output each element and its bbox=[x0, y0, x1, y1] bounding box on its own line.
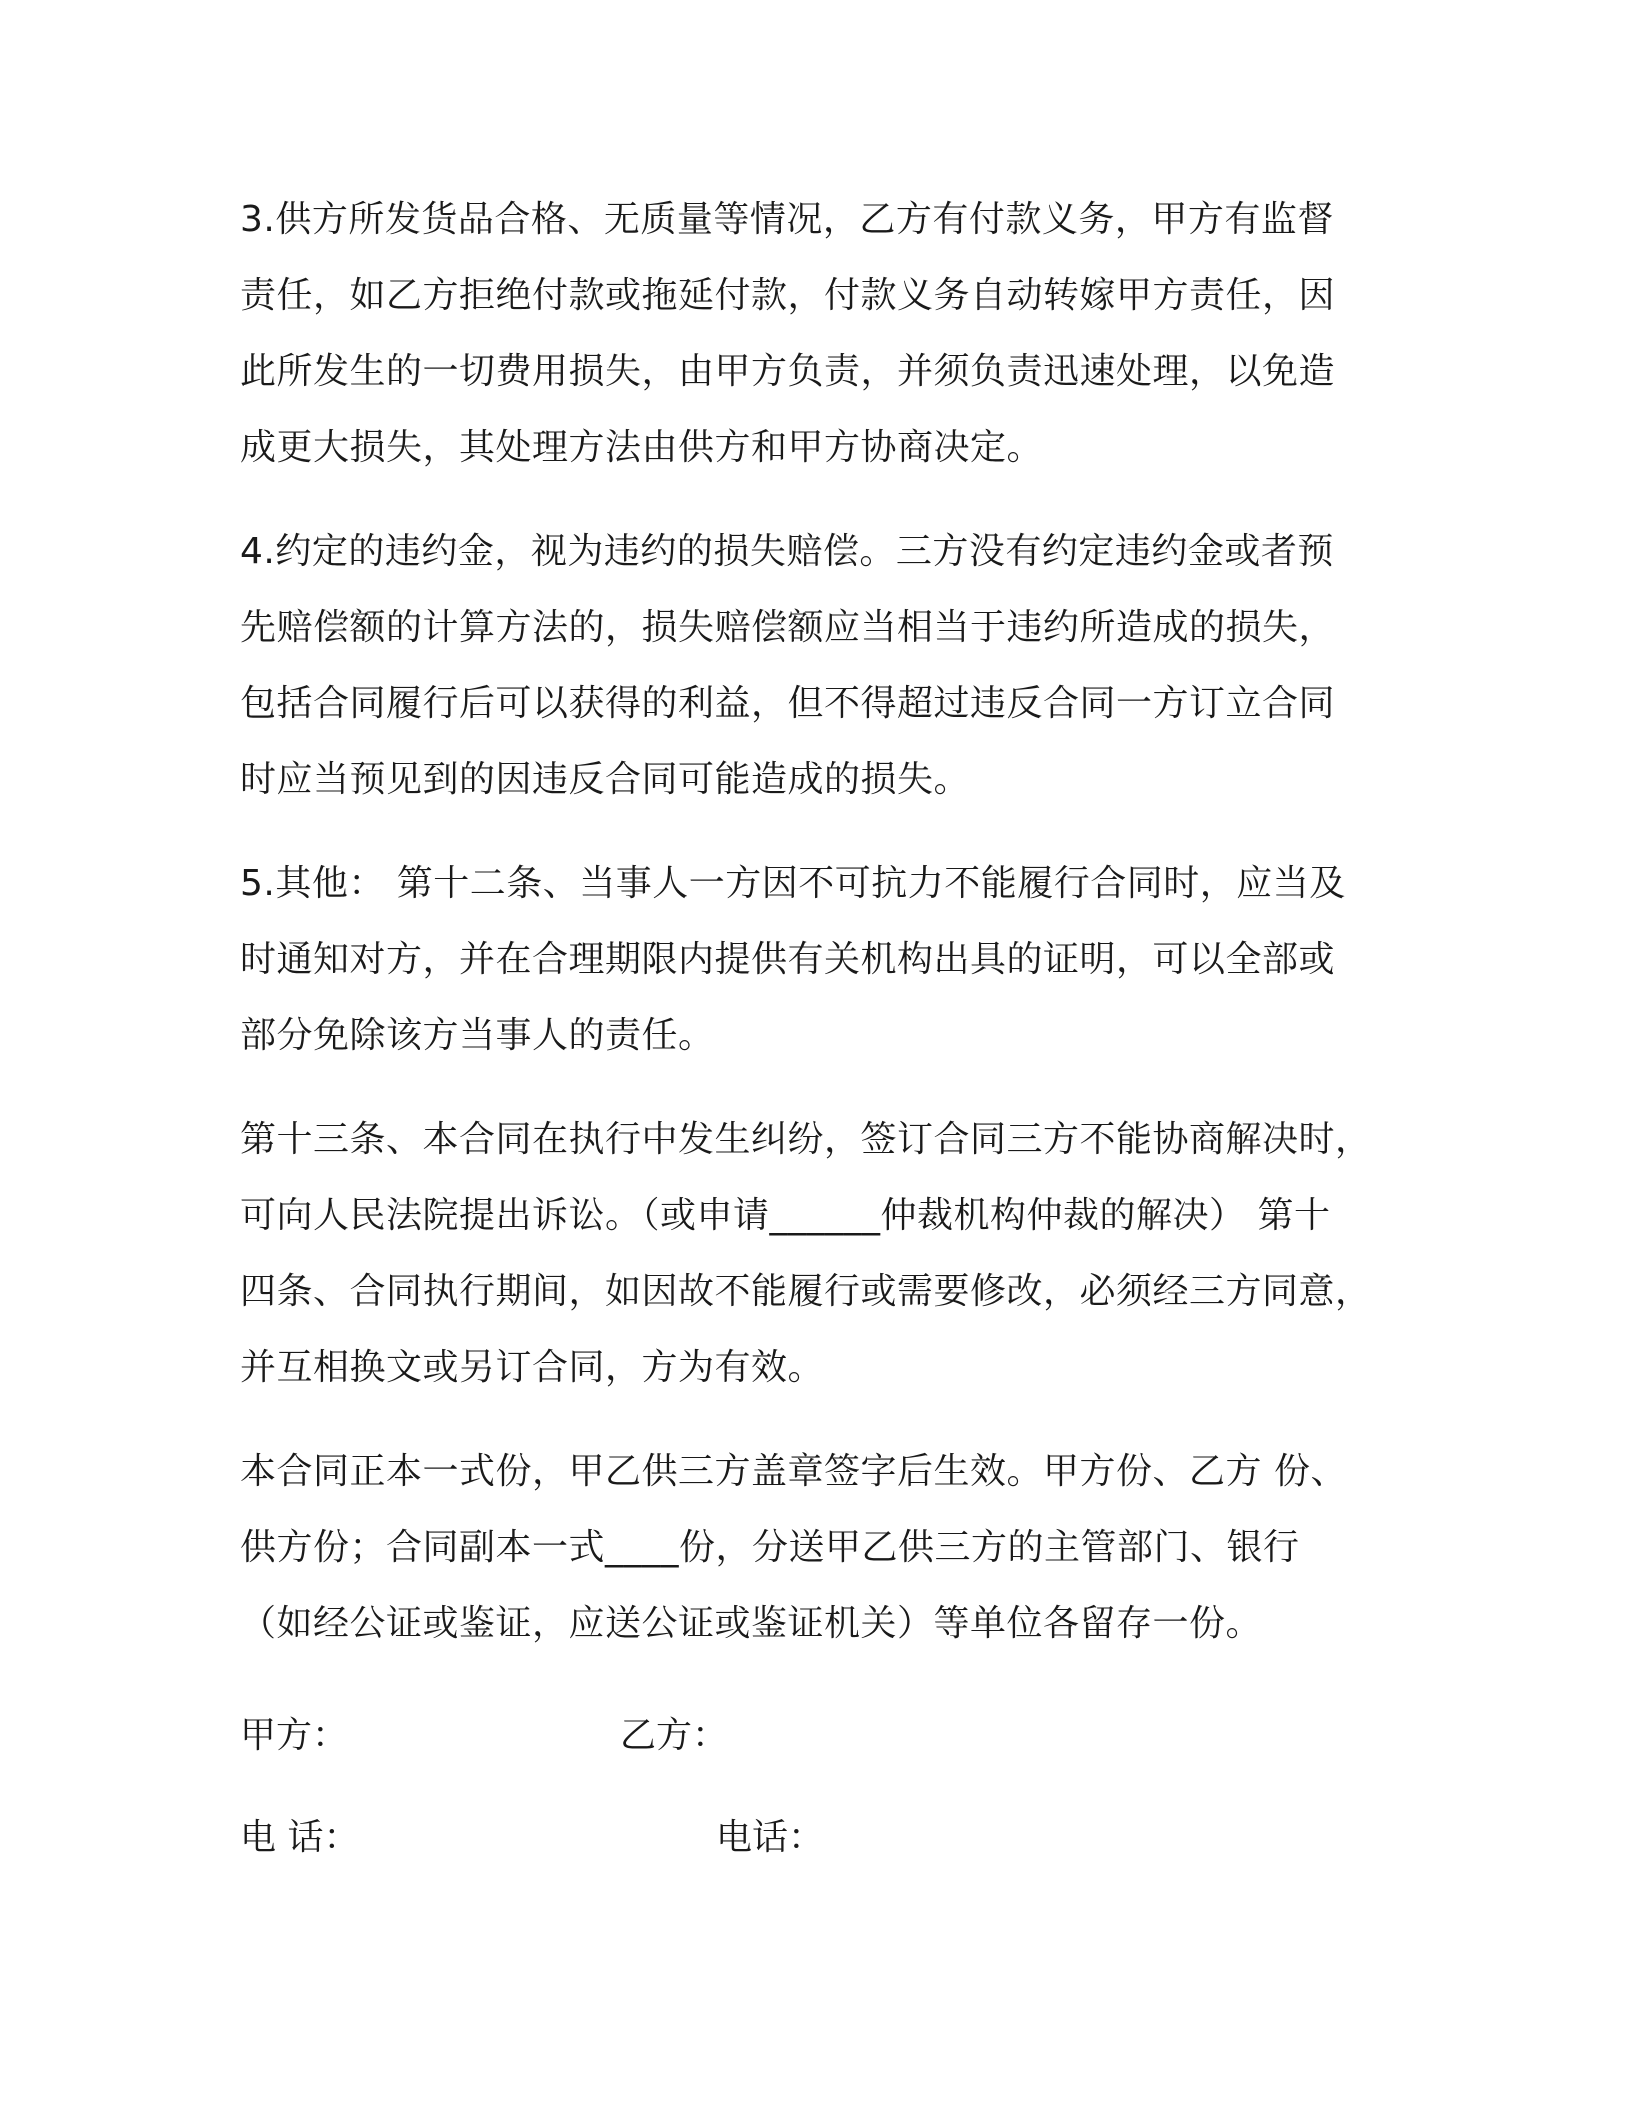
article-13-line-1: 第十三条、本合同在执行中发生纠纷，签订合同三方不能协商解决时， bbox=[240, 1119, 1372, 1160]
phone-b-label: 电话： bbox=[716, 1817, 825, 1858]
copies-line-1: 本合同正本一式份，甲乙供三方盖章签字后生效。甲方份、乙方 份、 bbox=[240, 1451, 1347, 1492]
article-13-line-2: 可向人民法院提出诉讼。（或申请______仲裁机构仲裁的解决） 第十 bbox=[240, 1195, 1331, 1236]
copies-line-2: 供方份；合同副本一式____份，分送甲乙供三方的主管部门、银行 bbox=[240, 1527, 1300, 1568]
party-a-label: 甲方： bbox=[240, 1715, 349, 1756]
clause-5-line-3: 部分免除该方当事人的责任。 bbox=[240, 1015, 715, 1056]
clause-5-line-2: 时通知对方，并在合理期限内提供有关机构出具的证明，可以全部或 bbox=[240, 939, 1336, 980]
clause-4-line-4: 时应当预见到的因违反合同可能造成的损失。 bbox=[240, 759, 971, 800]
clause-3-line-3: 此所发生的一切费用损失，由甲方负责，并须负责迅速处理，以免造 bbox=[240, 351, 1336, 392]
party-b-label: 乙方： bbox=[620, 1715, 729, 1756]
clause-4-line-2: 先赔偿额的计算方法的，损失赔偿额应当相当于违约所造成的损失， bbox=[240, 607, 1336, 648]
clause-5-line-1: 5.其他： 第十二条、当事人一方因不可抗力不能履行合同时，应当及 bbox=[240, 863, 1346, 904]
phone-a-label: 电 话： bbox=[240, 1817, 360, 1858]
clause-4-line-3: 包括合同履行后可以获得的利益，但不得超过违反合同一方订立合同 bbox=[240, 683, 1336, 724]
article-13-line-4: 并互相换文或另订合同，方为有效。 bbox=[240, 1347, 825, 1388]
clause-3-line-1: 3.供方所发货品合格、无质量等情况，乙方有付款义务，甲方有监督 bbox=[240, 199, 1334, 240]
article-13-line-3: 四条、合同执行期间，如因故不能履行或需要修改，必须经三方同意， bbox=[240, 1271, 1372, 1312]
copies-line-3: （如经公证或鉴证，应送公证或鉴证机关）等单位各留存一份。 bbox=[240, 1603, 1263, 1644]
clause-4-line-1: 4.约定的违约金，视为违约的损失赔偿。三方没有约定违约金或者预 bbox=[240, 531, 1334, 572]
clause-3-line-4: 成更大损失，其处理方法由供方和甲方协商决定。 bbox=[240, 427, 1044, 468]
clause-3-line-2: 责任，如乙方拒绝付款或拖延付款，付款义务自动转嫁甲方责任，因 bbox=[240, 275, 1336, 316]
